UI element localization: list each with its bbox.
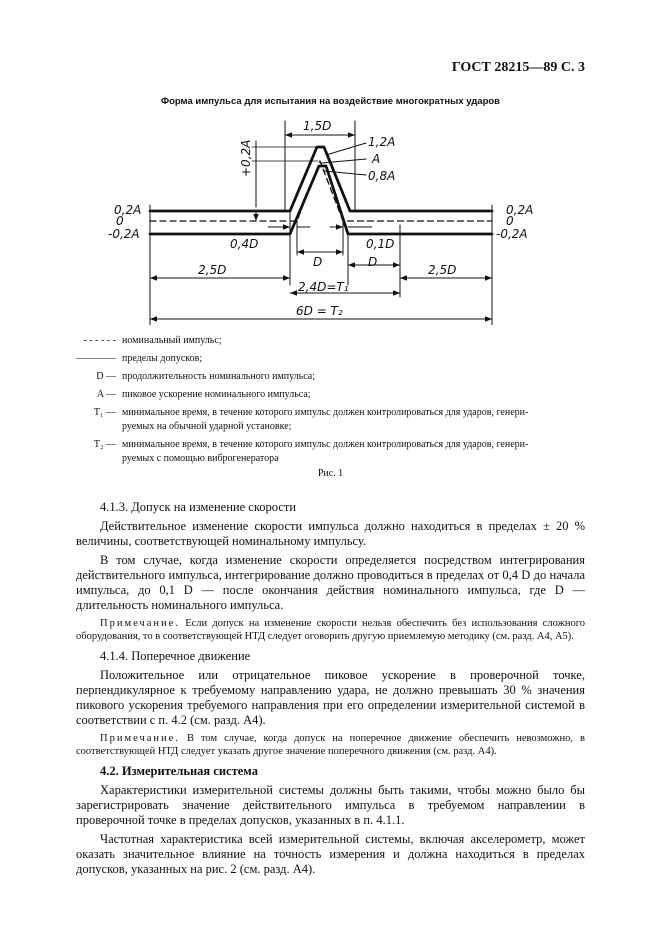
label-d-nominal: D — [313, 255, 323, 269]
legend-item: D — продолжительность номинального импульса; — [96, 371, 315, 382]
label-t1: 2,4D=T₁ — [298, 280, 349, 294]
upper-tolerance-line — [150, 147, 492, 211]
page-header: ГОСТ 28215—89 С. 3 — [451, 60, 585, 75]
legend-item: T₁ — минимальное время, в течение которого импульс должен контролироваться для ударов, генери- — [93, 407, 529, 418]
paragraph: Положительное или отрицательное пиковое ускорение в проверочной точке, перпендикулярное к требуемому направлению удара, не должно превышать 30 % значения пикового ускорения требуемого направления при его определении измерительной системой в соответствии с п. 4.2 (см. разд. А4). — [76, 668, 585, 727]
label-left-0-2a: 0,2A — [114, 203, 142, 217]
label-0-1d: 0,1D — [366, 237, 395, 251]
figure-caption: Рис. 1 — [317, 468, 344, 479]
paragraph: В том случае, когда изменение скорости определяется посредством интегрирования действительного импульса, интегрирование должно проводиться в пределах от 0,4 D до начала импульса, до 0,1 D — после окончания действия номинального импульса, где D — длительность номинального импульса. — [76, 553, 585, 612]
label-left-zero: 0 — [116, 214, 124, 228]
label-a: A — [372, 152, 381, 166]
label-0-8a: 0,8A — [368, 169, 396, 183]
label-1-2a: 1,2A — [368, 135, 396, 149]
section-4-2-heading: 4.2. Измерительная система — [100, 764, 258, 778]
figure-title: Форма импульса для испытания на воздействие многократных ударов — [160, 96, 501, 107]
label-0-4d: 0,4D — [230, 237, 259, 251]
label-left-minus-0-2a: -0,2A — [108, 227, 140, 241]
label-1-5d: 1,5D — [303, 119, 332, 133]
figure-legend — [60, 334, 600, 470]
paragraph: Частотная характеристика всей измерительной системы, включая акселерометр, может оказать значительное влияние на точность измерения и должна находиться в пределах допусков, указанных на рис. 2 (см. разд. А4). — [76, 832, 585, 876]
pulse-shape-figure — [0, 115, 661, 325]
legend-item: T₂ — минимальное время, в течение которого импульс должен контролироваться для ударов, генери- — [93, 439, 529, 450]
legend-item: A — пиковое ускорение номинального импульса; — [96, 389, 311, 400]
legend-item-continuation: руемых на обычной ударной установке; — [122, 421, 292, 432]
section-4-1-4-heading: 4.1.4. Поперечное движение — [100, 649, 251, 663]
label-plus-0-2a: +0,2A — [239, 139, 253, 177]
label-2-5d-left: 2,5D — [198, 263, 227, 277]
note-label: Примечание. — [100, 618, 180, 629]
label-right-minus-0-2a: -0,2A — [496, 227, 528, 241]
label-t2: 6D = T₂ — [296, 304, 343, 318]
legend-item: - - - - - - номинальный импульс; — [83, 335, 222, 346]
lower-tolerance-line — [150, 166, 492, 234]
label-d-second: D — [368, 255, 378, 269]
label-right-0-2a: 0,2A — [506, 203, 534, 217]
section-4-1-3-heading: 4.1.3. Допуск на изменение скорости — [100, 500, 297, 514]
note: Примечание. Если допуск на изменение скорости нельзя обеспечить без использования сложного оборудования, то в соответствующей НТД следует оговорить другую приемлемую методику (см. разд. А4, А5). — [76, 618, 585, 642]
note-label: Примечание. — [100, 733, 180, 744]
note: Примечание. В том случае, когда допуск на поперечное движение обеспечить невозможно, в соответствующей НТД следует указать другое значение поперечного движения (см. разд. А4). — [76, 733, 585, 757]
body-text — [76, 500, 585, 881]
legend-item: ———— пределы допусков; — [76, 353, 203, 364]
paragraph: Характеристики измерительной системы должны быть такими, чтобы можно было бы зарегистрировать значение действительного импульса в требуемом направлении в проверочной точке в пределах допусков, указанных в п. 4.1.1. — [76, 783, 585, 827]
legend-item-continuation: руемых с помощью виброгенератора — [122, 453, 279, 464]
label-2-5d-right: 2,5D — [428, 263, 457, 277]
label-right-zero: 0 — [506, 214, 514, 228]
paragraph: Действительное изменение скорости импульса должно находиться в пределах ± 20 % величины, соответствующей номинальному импульсу. — [76, 519, 585, 548]
